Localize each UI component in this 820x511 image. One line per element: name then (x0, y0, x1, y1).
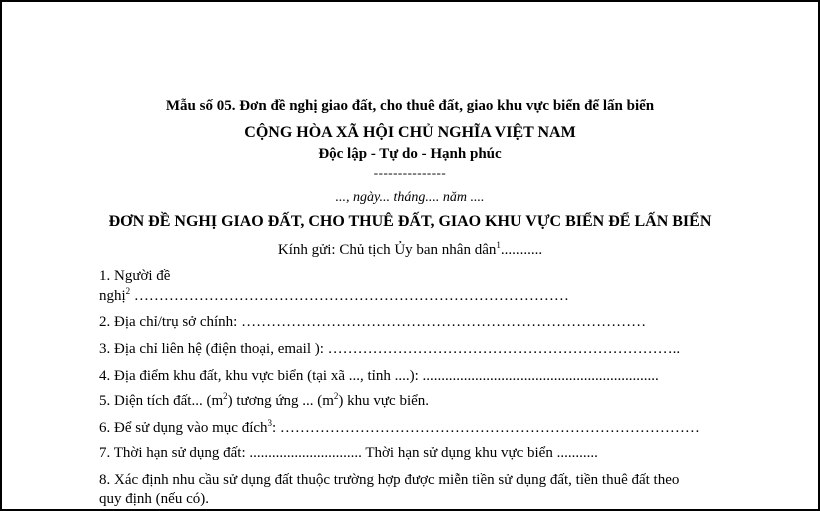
field-3: 3. Địa chỉ liên hệ (điện thoại, email ): …………………………………………………………….. (99, 341, 681, 357)
footnote-1: 1 (496, 240, 501, 250)
field-1-label: 1. Người đề (99, 268, 171, 284)
document-title: ĐƠN ĐỀ NGHỊ GIAO ĐẤT, CHO THUÊ ĐẤT, GIAO KHU VỰC BIỂN ĐỂ LẤN BIỂN (108, 213, 712, 230)
field-1-label-cont: nghị (99, 288, 126, 304)
field-5-part-b: ) tương ứng ... (m (227, 393, 334, 409)
field-4: 4. Địa điểm khu đất, khu vực biển (tại xã ..., tỉnh ....): ............................................................... (99, 368, 659, 384)
footnote-2: 2 (125, 286, 131, 296)
field-2: 2. Địa chỉ/trụ sở chính: ……………………………………………………………………… (99, 314, 647, 330)
national-title: CỘNG HÒA XÃ HỘI CHỦ NGHĨA VIỆT NAM (244, 124, 576, 141)
field-8-line-1: 8. Xác định nhu cầu sử dụng đất thuộc trường hợp được miễn tiền sử dụng đất, tiền thuê đất theo (99, 472, 680, 488)
field-1-dots: …………………………………………………………………………… (130, 288, 569, 304)
field-5-sup-1: 2 (223, 391, 228, 401)
field-6-part-a: 6. Để sử dụng vào mục đích (99, 420, 268, 436)
field-5 (99, 393, 429, 410)
date-line: ..., ngày... tháng.... năm .... (335, 190, 485, 205)
field-5-part-a: 5. Diện tích đất... (m (99, 393, 224, 409)
footnote-3: 3 (267, 418, 273, 428)
field-8-line-2: quy định (nếu có). (99, 491, 209, 507)
field-7: 7. Thời hạn sử dụng đất: .............................. Thời hạn sử dụng khu vực biển ........... (99, 445, 598, 461)
field-5-sup-2: 2 (333, 391, 339, 401)
addressee (2, 242, 818, 259)
motto: Độc lập - Tự do - Hạnh phúc (318, 146, 502, 162)
field-6-dots: : ………………………………………………………………………… (272, 420, 700, 436)
field-5-part-c: ) khu vực biển. (338, 393, 430, 409)
addressee-text: Kính gửi: Chủ tịch Ủy ban nhân dân (277, 242, 497, 258)
form-number: Mẫu số 05. Đơn đề nghị giao đất, cho thuê đất, giao khu vực biển để lấn biển (165, 98, 655, 114)
separator: --------------- (373, 165, 447, 180)
addressee-dots: ........... (500, 242, 543, 258)
field-6 (99, 420, 700, 437)
field-1-line (99, 288, 569, 305)
